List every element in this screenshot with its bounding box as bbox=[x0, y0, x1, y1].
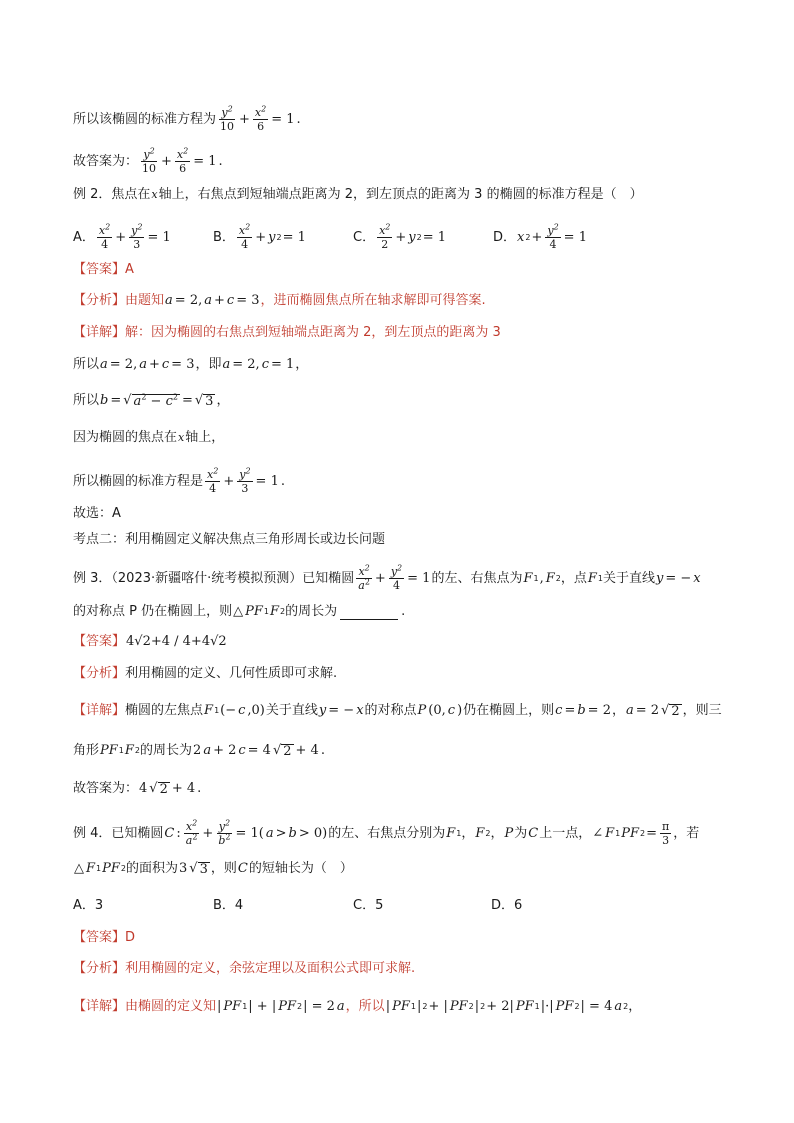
text: 例 3．（2023·新疆喀什·统考模拟预测）已知椭圆 bbox=[73, 570, 355, 586]
fraction: $\frac{x^2}{6}$ bbox=[254, 104, 267, 133]
text: ， bbox=[461, 825, 475, 841]
text: . bbox=[401, 604, 406, 619]
option-d: D． x 2 + $\frac{y^2}{4}$ = 1 bbox=[493, 222, 587, 251]
text: 因为椭圆的焦点在 bbox=[73, 430, 178, 445]
text: ， bbox=[628, 999, 642, 1014]
text: 例 4．已知椭圆 bbox=[73, 825, 164, 841]
option-a: A．3 bbox=[73, 898, 104, 913]
option-c: C．5 bbox=[353, 898, 384, 913]
line-answer-1: 故答案为： $\frac{y^2}{10}$ + $\frac{x^2}{6}$ = 1 . bbox=[73, 146, 223, 175]
option-a: A． $\frac{x^2}{4}$ + $\frac{y^2}{3}$ = 1 bbox=[73, 222, 171, 251]
text: 的对称点 bbox=[364, 703, 417, 718]
analysis-4 bbox=[73, 960, 734, 978]
text: ， bbox=[216, 393, 230, 408]
option-c: C． $\frac{x^2}{2}$ + y 2 = 1 bbox=[353, 222, 447, 251]
option-d: D．6 bbox=[491, 898, 523, 913]
text: 例 2．焦点在 bbox=[73, 187, 151, 202]
text: 上一点， bbox=[539, 825, 592, 841]
step-4: 所以椭圆的标准方程是 $\frac{x^2}{4}$ + $\frac{y^2}{3}$ = 1 . bbox=[73, 466, 285, 495]
text: ， bbox=[295, 357, 309, 372]
text: 解：因为椭圆的右焦点到短轴端点距离为 2，到左顶点的距离为 3 bbox=[125, 325, 501, 340]
text: A． bbox=[73, 229, 95, 245]
text: 的对称点 P 仍在椭圆上，则 bbox=[73, 604, 233, 619]
text: B． bbox=[213, 229, 235, 245]
answer-value: D bbox=[125, 930, 136, 945]
text: ，则三 bbox=[682, 703, 722, 718]
text: ，即 bbox=[195, 357, 222, 372]
example-3-stem-cont: 的对称点 P 仍在椭圆上，则 △ PF 1 F 2 的周长为 . bbox=[73, 604, 406, 619]
key-point-2 bbox=[73, 531, 734, 549]
text: ，若 bbox=[673, 825, 700, 841]
answer-value: A bbox=[125, 262, 134, 277]
fraction: $\frac{x^2}{6}$ bbox=[176, 146, 189, 175]
analysis-tag: 【分析】 bbox=[73, 961, 126, 976]
text: D． bbox=[493, 229, 517, 245]
text: ，则 bbox=[210, 861, 237, 876]
text: ， bbox=[611, 703, 625, 718]
text: 的短轴长为（ ） bbox=[248, 861, 353, 876]
text: 轴上，右焦点到短轴端点距离为 2，到左顶点的距离为 3 的椭圆的标准方程是（ ） bbox=[158, 187, 643, 202]
fraction: $\frac{y^2}{10}$ bbox=[142, 146, 157, 175]
text: 的左、右焦点分别为 bbox=[328, 825, 446, 841]
text: 所以 bbox=[73, 393, 100, 408]
answer-4 bbox=[73, 929, 734, 947]
text: ， bbox=[490, 825, 504, 841]
text: ，所以 bbox=[345, 999, 385, 1014]
text: 故答案为： bbox=[73, 153, 139, 169]
text: 角形 bbox=[73, 743, 100, 758]
detail-3: 【详解】 椭圆的左焦点 F 1 (− c ,0) 关于直线 y = − x 的对称点 P (0, c ) 仍在椭圆上，则 c = b = 2 ， a = 2 √ 2 ，则三 bbox=[73, 703, 722, 719]
option-b: B． $\frac{x^2}{4}$ + y 2 = 1 bbox=[213, 222, 306, 251]
answer-2 bbox=[73, 261, 734, 279]
text: 轴上， bbox=[185, 430, 225, 445]
answer-blank[interactable] bbox=[340, 605, 398, 620]
text: 的面积为 bbox=[126, 861, 179, 876]
answer-value: 4√2+4 / 4+4√2 bbox=[126, 634, 227, 649]
text: 的周长为 bbox=[285, 604, 338, 619]
text: 关于直线 bbox=[602, 570, 655, 586]
step-1: 所以 a = 2, a + c = 3 ，即 a = 2, c = 1 ， bbox=[73, 357, 309, 372]
example-2-options bbox=[73, 224, 734, 251]
analysis-tag: 【分析】 bbox=[73, 666, 126, 681]
selection-2 bbox=[73, 505, 734, 523]
text: 故答案为： bbox=[73, 781, 139, 796]
text: 利用椭圆的定义、几何性质即可求解. bbox=[125, 666, 338, 681]
step-2: 所以 b = √ $a^2 - c^2$ = √ 3 ， bbox=[73, 392, 230, 409]
example-4-stem: 例 4．已知椭圆 C : $\frac{x^2}{a^2}$ + $\frac{y^2}{b^2}$ = 1( a > b > 0) 的左、右焦点分别为 F 1 ， F 2 ， P 为 C 上一点， ∠ F 1 PF 2 = $\frac{\pi}{3}$ ，若 bbox=[73, 818, 700, 847]
detail-tag: 【详解】 bbox=[73, 325, 126, 340]
text: ，进而椭圆焦点所在轴求解即可得答案. bbox=[260, 293, 486, 308]
answer-tag: 【答案】 bbox=[73, 634, 126, 649]
text: C． bbox=[353, 229, 376, 245]
line-standard-equation: 所以该椭圆的标准方程为 $\frac{y^2}{10}$ + $\frac{x^2}{6}$ = 1 . bbox=[73, 104, 301, 133]
answer-tag: 【答案】 bbox=[73, 262, 126, 277]
detail-3-cont: 角形 PF 1 F 2 的周长为 2 a + 2 c = 4 √ 2 + 4 . bbox=[73, 743, 325, 759]
analysis-3 bbox=[73, 665, 734, 683]
text: 的周长为 bbox=[140, 743, 193, 758]
detail-4: 【详解】 由椭圆的定义知 | PF 1 | + | PF 2 | = 2 a ，所以 | PF 1 | 2 + | PF 2 | 2 + 2| PF 1 |·| PF 2 | = 4 a 2 ， bbox=[73, 999, 642, 1014]
answer-tag: 【答案】 bbox=[73, 930, 126, 945]
analysis-tag: 【分析】 bbox=[73, 293, 126, 308]
answer-3 bbox=[73, 633, 734, 651]
answer-3-final: 故答案为： 4 √ 2 + 4 . bbox=[73, 781, 202, 797]
text: 所以椭圆的标准方程是 bbox=[73, 473, 204, 489]
text: 所以 bbox=[73, 357, 100, 372]
text: 利用椭圆的定义，余弦定理以及面积公式即可求解. bbox=[125, 961, 416, 976]
text: 考点二：利用椭圆定义解决焦点三角形周长或边长问题 bbox=[73, 532, 386, 547]
text: 的左、右焦点为 bbox=[431, 570, 523, 586]
analysis-2: 【分析】 由题知 a = 2, a + c = 3 ，进而椭圆焦点所在轴求解即可得答案. bbox=[73, 293, 486, 308]
option-b: B．4 bbox=[213, 898, 244, 913]
example-4-stem-cont: △ F 1 PF 2 的面积为 3 √ 3 ，则 C 的短轴长为（ ） bbox=[74, 861, 353, 877]
detail-tag: 【详解】 bbox=[73, 999, 126, 1014]
text: 故选：A bbox=[73, 506, 121, 521]
example-2-stem: 例 2．焦点在 x 轴上，右焦点到短轴端点距离为 2，到左顶点的距离为 3 的椭圆的标准方程是（ ） bbox=[73, 187, 643, 202]
example-3-stem: 例 3．（2023·新疆喀什·统考模拟预测）已知椭圆 $\frac{x^2}{a^2}$ + $\frac{y^2}{4}$ = 1 的左、右焦点为 F 1 , F 2 ，点 F 1 关于直线 y = − x bbox=[73, 563, 701, 592]
detail-2 bbox=[73, 324, 734, 342]
text: 椭圆的左焦点 bbox=[125, 703, 204, 718]
text: 为 bbox=[514, 825, 528, 841]
text: 由题知 bbox=[125, 293, 165, 308]
text: ，点 bbox=[560, 570, 587, 586]
fraction: $\frac{y^2}{10}$ bbox=[220, 104, 235, 133]
text: 由椭圆的定义知 bbox=[125, 999, 217, 1014]
step-3: 因为椭圆的焦点在 x 轴上， bbox=[73, 430, 225, 445]
detail-tag: 【详解】 bbox=[73, 703, 126, 718]
text: 仍在椭圆上，则 bbox=[463, 703, 555, 718]
text: 所以该椭圆的标准方程为 bbox=[73, 111, 217, 127]
example-4-options bbox=[73, 897, 734, 915]
text: 关于直线 bbox=[265, 703, 318, 718]
